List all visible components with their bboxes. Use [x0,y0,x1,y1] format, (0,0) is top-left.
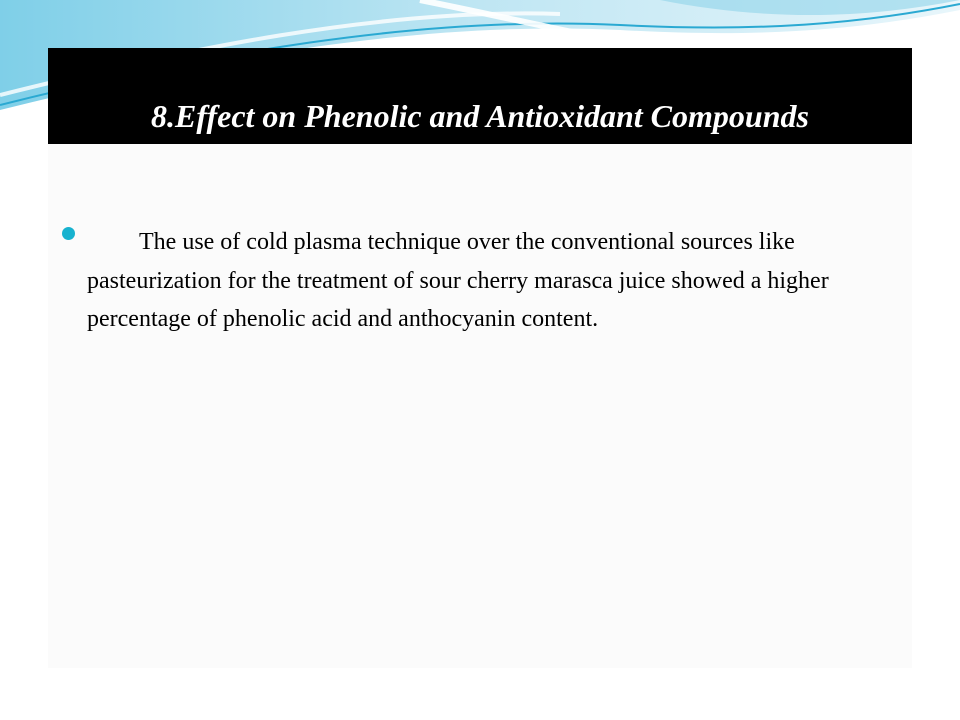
bullet-dot-icon [62,227,75,240]
bullet-text: The use of cold plasma technique over the conventional sources like pasteurization for the treatment of sour cherry marasca juice showed a higher percentage of phenolic acid and anthocyanin content. [87,229,829,332]
title-bar [48,48,912,144]
slide-title: 8.Effect on Phenolic and Antioxidant Compounds [151,98,809,134]
